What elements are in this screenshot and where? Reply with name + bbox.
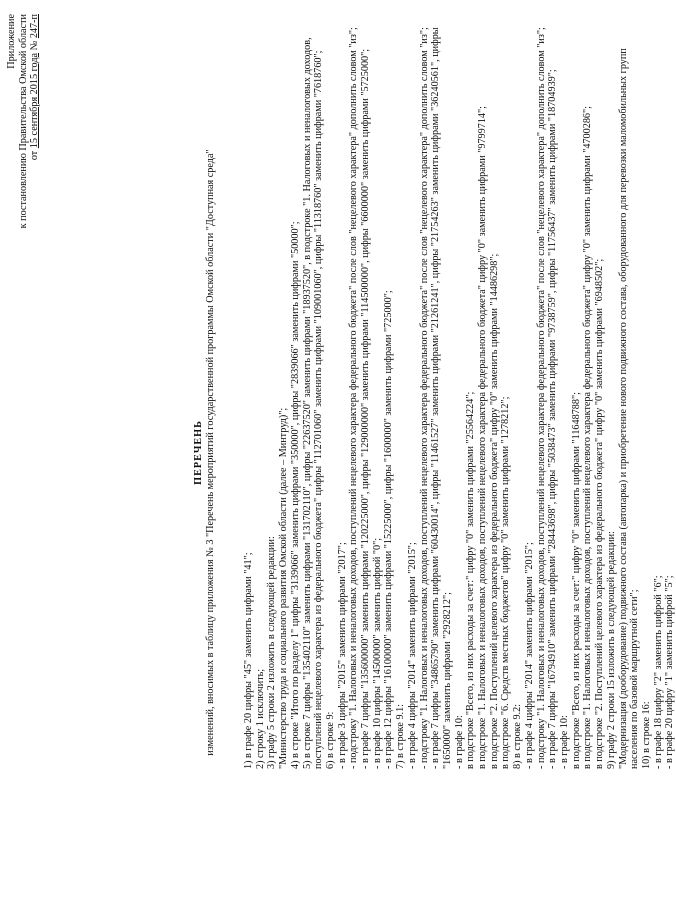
change-line: 6) в строке 9: bbox=[324, 711, 336, 769]
change-line: - в графе 10: bbox=[558, 715, 570, 769]
change-line: в подстроке "Всего, из них расходы за счет:" цифру "0" заменить цифрами "11648788"; bbox=[570, 392, 582, 769]
change-line: - в графе 20 цифру "1" заменить цифрой "5"; bbox=[664, 575, 676, 769]
change-line: "Модернизация (дооборудование) подвижного состава (автопарка) и приобретение нового подвижного состава, оборудованного для перевозки маломобильных групп bbox=[617, 48, 629, 769]
change-line: - в графе 10: bbox=[453, 715, 465, 769]
changes-list bbox=[243, 16, 676, 769]
change-line: 10) в строке 16: bbox=[640, 701, 652, 769]
change-line: поступлений нецелевого характера из федерального бюджета" цифры "112701060" заменить цифрами "109001060", цифры "11318760" заменить цифрами "7618760"; bbox=[313, 50, 325, 769]
decree-number: 247-п bbox=[29, 14, 40, 39]
change-line: 7) в строке 9.1: bbox=[395, 703, 407, 769]
change-line: - в графе 7 цифры "16794910" заменить цифрами "28443698", цифры "5038473" заменить цифрами "9738759", цифры "11756437" заменить цифрами "18704939"; bbox=[547, 69, 559, 769]
change-line: "Министерство труда и социального развития Омской области (далее – Минтруд)"; bbox=[278, 407, 290, 769]
change-line: в подстроке "1. Налоговых и неналоговых доходов, поступлений нецелевого характера федерального бюджета" цифру "0" заменить цифрами "9799714"; bbox=[477, 106, 489, 769]
change-line: 9) графу 2 строки 15 изложить в следующей редакции: bbox=[605, 531, 617, 769]
change-line: - подстроку "1. Налоговых и неналоговых доходов, поступлений нецелевого характера федерального бюджета" после слов "нецелевого характера" дополнить словом "из"; bbox=[535, 27, 547, 769]
change-line: - в графе 7 цифры "135600000" заменить цифрами "120225000", цифры "129000000" заменить цифрами "114500000", цифры "6600000" заменить цифрами "5725000"; bbox=[360, 48, 372, 769]
change-line: 1) в графе 20 цифры "45" заменить цифрами "41"; bbox=[243, 552, 254, 769]
change-line: - в графе 3 цифры "2015" заменить цифрами "2017"; bbox=[336, 542, 348, 769]
change-line: 5) в строке 7 цифры "135402110" заменить цифрами "131702110", цифры "22637520" заменить цифрами "18937520", в подстроке "1. Налоговых и неналоговых доходов, bbox=[301, 37, 313, 769]
change-line: - в графе 10 цифры "14500000" заменить цифрой "0"; bbox=[371, 537, 383, 769]
change-line: - подстроку "1. Налоговых и неналоговых доходов, поступлений нецелевого характера федерального бюджета" после слов "нецелевого характера" дополнить словом "из"; bbox=[418, 27, 430, 769]
date-prefix: от bbox=[29, 150, 40, 161]
change-line: в подстроке "2. Поступлений целевого характера из федерального бюджета" цифру "0" заменить цифрами "14486298"; bbox=[488, 253, 500, 769]
change-line: - в графе 4 цифры "2014" заменить цифрами "2015"; bbox=[523, 542, 535, 769]
change-line: - в графе 7 цифры "34865790" заменить цифрами "60430014", цифры "11461527" заменить цифрами "21261241", цифры "21754263" заменить цифрами "36240561", цифры bbox=[430, 27, 442, 769]
change-line: в подстроке "2. Поступлений целевого характера из федерального бюджета" цифру "0" заменить цифрами "6948502"; bbox=[594, 258, 606, 769]
change-line: - в графе 18 цифру "2" заменить цифрой "6"; bbox=[652, 575, 664, 769]
change-line: "1650000" заменить цифрами "2928212"; bbox=[441, 592, 453, 769]
appendix-title: Приложение bbox=[6, 14, 17, 69]
appendix-date-line bbox=[29, 14, 41, 314]
change-line: - в графе 4 цифры "2014" заменить цифрами "2015"; bbox=[406, 542, 418, 769]
appendix-decree: к постановлению Правительства Омской области bbox=[17, 14, 29, 229]
change-line: 4) в строке "Итого по разделу 1" цифры "3139066" заменить цифрами "350000", цифры "2839066" заменить цифрами "50000"; bbox=[289, 221, 301, 769]
document-heading bbox=[193, 0, 216, 905]
change-line: 3) графу 5 строки 2 изложить в следующей редакции: bbox=[266, 536, 278, 769]
change-line: в подстроке "6. Средств местных бюджетов" цифру "0" заменить цифрами "1278212"; bbox=[500, 396, 512, 769]
change-line: - подстроку "1. Налоговых и неналоговых доходов, поступлений нецелевого характера федерального бюджета" после слов "нецелевого характера" дополнить словом "из"; bbox=[348, 27, 360, 769]
change-line: 8) в строке 9.2: bbox=[512, 703, 524, 769]
change-line: в подстроке "Всего, из них расходы за счет:" цифру "0" заменить цифрами "25564224"; bbox=[465, 391, 477, 769]
document-subtitle: изменений, вносимых в таблицу приложения № 3 "Перечень мероприятий государственной программы Омской области "Доступная среда" bbox=[204, 149, 216, 756]
document-title: ПЕРЕЧЕНЬ bbox=[193, 420, 204, 485]
decree-date: 15 сентября 2015 года bbox=[29, 52, 40, 149]
change-line: в подстроке "1. Налоговых и неналоговых доходов, поступлений нецелевого характера федерального бюджета" цифру "0" заменить цифрами "4700286"; bbox=[582, 106, 594, 769]
change-line: - в графе 12 цифры "16100000" заменить цифрами "15225000", цифры "1600000" заменить цифрами "725000"; bbox=[383, 290, 395, 769]
number-prefix: № bbox=[29, 40, 40, 51]
appendix-block bbox=[6, 14, 41, 314]
change-line: 2) строку 1 исключить; bbox=[254, 668, 266, 769]
change-line: населения по базовой маршрутной сети"; bbox=[629, 589, 641, 769]
